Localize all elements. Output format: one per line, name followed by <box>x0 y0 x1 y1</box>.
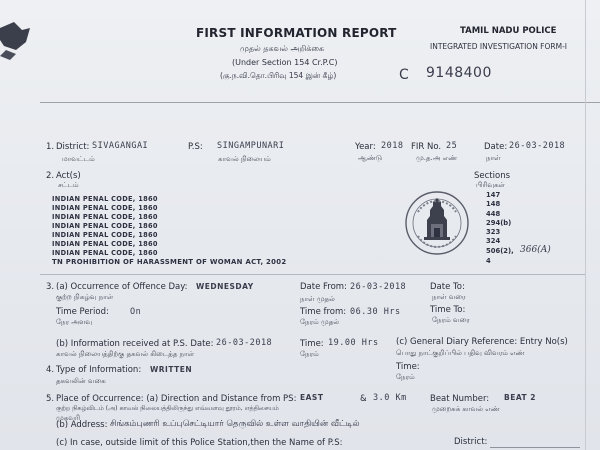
ps-label-tamil: காவல் நிலையம் <box>218 155 271 163</box>
report-subtitle-tamil: (கு.ந.வி.தொ.பிரிவு 154 இன் கீழ்) <box>220 71 337 80</box>
act-item: INDIAN PENAL CODE, 1860 <box>52 213 158 221</box>
date-from-label-tamil: நாள் முதல் <box>300 295 335 303</box>
distance-value: 3.0 Km <box>373 393 407 403</box>
gd-time-label: Time: <box>396 362 420 372</box>
beat-number-label-tamil: முறைசுக் காவல் எண் <box>432 405 500 413</box>
date-from-label: Date From: <box>300 282 347 292</box>
report-title: FIRST INFORMATION REPORT <box>196 26 397 40</box>
outside-ps-label: (c) In case, outside limit of this Police Station,then the Name of P.S: <box>56 438 343 448</box>
section-item: 147 <box>486 191 501 199</box>
info-type-label-tamil: தகவலின் வகை <box>56 377 106 385</box>
district-value: SIVAGANGAI <box>92 141 149 151</box>
beat-number-value: BEAT 2 <box>504 393 537 402</box>
info-type-value: WRITTEN <box>150 365 193 374</box>
info-received-label-tamil: காவல் நிலையத்திற்கு தகவல் கிடைத்த நாள் <box>56 350 195 358</box>
date-value: 26-03-2018 <box>509 141 566 151</box>
time-period-value: On <box>130 307 142 317</box>
time-from-label: Time from: <box>300 307 347 317</box>
occurrence-day-label-tamil: குற்ற நிகழ்வு நாள் <box>56 293 114 301</box>
serial-prefix: C <box>399 67 410 83</box>
year-value: 2018 <box>381 141 404 151</box>
act-item: INDIAN PENAL CODE, 1860 <box>52 249 158 257</box>
time-from-value: 06.30 Hrs <box>350 307 401 317</box>
date-label: Date: <box>484 142 508 152</box>
time-period-label: Time Period: <box>56 307 109 317</box>
gd-time-label-tamil: நேரம் <box>396 373 415 381</box>
gd-reference-label-tamil: பொது நாட்குறிப்பில் பதிவு விவரம் எண் <box>396 349 525 357</box>
page-edge <box>585 0 586 450</box>
ps-label: P.S: <box>188 142 203 152</box>
section-item: 148 <box>486 200 501 208</box>
section-item: 506(2), <box>486 247 514 255</box>
act-item: INDIAN PENAL CODE, 1860 <box>52 195 158 203</box>
info-time-value: 19.00 Hrs <box>328 338 379 348</box>
date-label-tamil: நாள் <box>486 154 501 162</box>
occurrence-day-value: WEDNESDAY <box>196 282 254 291</box>
section-item: 448 <box>486 210 501 218</box>
item-3-number: 3. <box>46 282 55 292</box>
occurrence-day-label: (a) Occurrence of Offence Day: <box>56 282 188 292</box>
year-label: Year: <box>355 142 376 152</box>
fir-label: FIR No. <box>411 142 442 152</box>
date-from-value: 26-03-2018 <box>350 282 407 292</box>
place-direction-label: Place of Occurrence: (a) Direction and Distance from PS: <box>56 394 297 404</box>
serial-number: 9148400 <box>426 65 492 81</box>
direction-amp: & <box>360 394 367 404</box>
time-from-label-tamil: நேரம் முதல் <box>300 318 340 326</box>
item-5-number: 5. <box>46 394 55 404</box>
district-label: District: <box>56 142 90 152</box>
act-item: INDIAN PENAL CODE, 1860 <box>52 222 158 230</box>
header-rule <box>40 102 600 103</box>
section-item: 323 <box>486 228 501 236</box>
report-title-tamil: முதல் தகவல் அறிக்கை <box>240 44 325 53</box>
section-item: 294(b) <box>486 219 512 227</box>
sections-label: Sections <box>474 171 511 181</box>
date-to-label-tamil: நாள் வரை <box>432 293 466 301</box>
item-2-number: 2. <box>46 171 55 181</box>
form-name: INTEGRATED INVESTIGATION FORM-I <box>430 42 568 51</box>
district-label-tamil: மாவட்டம் <box>62 155 95 163</box>
handwritten-section: 366(A) <box>520 245 551 255</box>
acts-label: Act(s) <box>56 171 81 181</box>
info-received-date: 26-03-2018 <box>216 338 273 348</box>
item-1-number: 1. <box>46 142 55 152</box>
section-rule <box>40 274 585 275</box>
corner-emblem-fragment <box>0 20 40 60</box>
org-name: TAMIL NADU POLICE <box>460 26 557 36</box>
sections-label-tamil: பிரிவுகள் <box>476 181 505 189</box>
info-type-label: Type of Information: <box>56 365 142 375</box>
act-item: INDIAN PENAL CODE, 1860 <box>52 231 158 239</box>
fir-value: 25 <box>446 141 458 151</box>
ps-value: SINGAMPUNARI <box>217 141 285 151</box>
direction-value: EAST <box>300 393 324 402</box>
acts-label-tamil: சட்டம் <box>58 181 79 189</box>
info-time-label: Time: <box>300 339 324 349</box>
act-item: INDIAN PENAL CODE, 1860 <box>52 240 158 248</box>
act-item: TN PROHIBITION OF HARASSMENT OF WOMAN ACT, 2002 <box>52 258 287 266</box>
time-to-label-tamil: நேரம் வரை <box>432 316 470 324</box>
gd-reference-label: (c) General Diary Reference: Entry No(s) <box>396 337 568 347</box>
tn-government-emblem <box>404 190 470 256</box>
time-to-label: Time To: <box>430 305 466 315</box>
place-address-label-tamil: முகவரி <box>56 414 80 422</box>
item-4-number: 4. <box>46 365 55 375</box>
info-received-label: (b) Information received at P.S. Date: <box>56 339 214 349</box>
act-item: INDIAN PENAL CODE, 1860 <box>52 204 158 212</box>
beat-number-label: Beat Number: <box>430 394 490 404</box>
address-value: சிங்கம்புணரி உப்புசெட்டியார் தெருவில் உள்ள வாதியின் வீட்டில் <box>110 419 360 429</box>
place-direction-label-tamil: குற்ற நிகழ்விடம் (அ) காவல் நிலையத்திலிருந்து எவ்வளவு தூரம், எத்திசையம் <box>56 405 279 412</box>
time-period-label-tamil: நேர அளவு <box>56 318 93 326</box>
outside-district-label: District: <box>454 437 488 447</box>
fir-label-tamil: மு.த.அ எண் <box>416 154 458 162</box>
date-to-label: Date To: <box>430 282 465 292</box>
report-subtitle: (Under Section 154 Cr.P.C) <box>232 58 338 67</box>
section-item: 324 <box>486 237 501 245</box>
section-item: 4 <box>486 257 491 265</box>
info-time-label-tamil: நேரம் <box>300 350 319 358</box>
district-fill-line <box>490 447 580 448</box>
year-label-tamil: ஆண்டு <box>358 154 383 162</box>
address-label: (b) Address: <box>56 420 108 430</box>
